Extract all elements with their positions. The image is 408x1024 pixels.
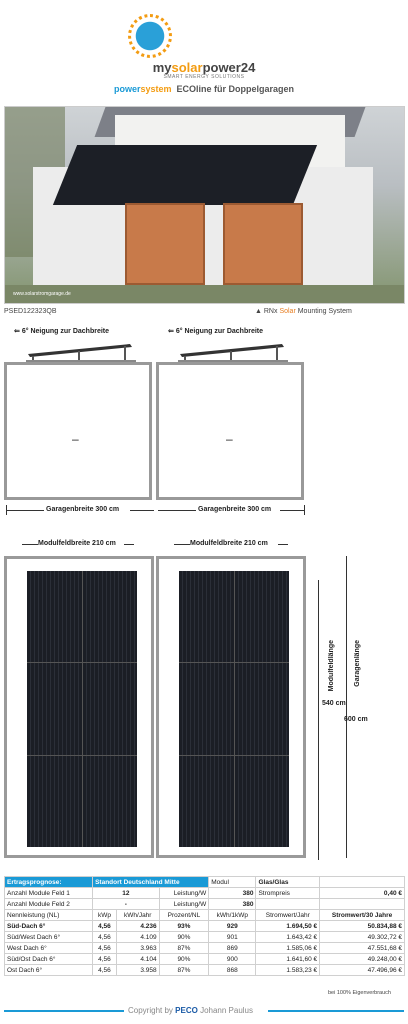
modul-value: Glas/Glas — [256, 877, 320, 888]
footer-copyright: Copyright by PECO Johann Paulus — [128, 1006, 253, 1015]
tilt-right-label: ⇐ 6° Neigung zur Dachbreite — [168, 328, 264, 335]
self-consumption-note: bei 100% Eigenverbrauch — [328, 990, 391, 996]
module-field-left — [4, 556, 154, 858]
table-title: Ertragsprognose: — [5, 877, 93, 888]
feld2-value: - — [93, 899, 160, 910]
leistung1-label: Leistung/W — [159, 888, 209, 899]
garage-left-outline — [4, 362, 152, 500]
product-title: powersystem ECOline für Doppelgaragen — [113, 84, 295, 94]
garage-left-value: – — [72, 432, 79, 446]
garage-right-outline — [156, 362, 304, 500]
modulfeldlaenge-value: 540 cm — [322, 700, 346, 707]
leistung1-value: 380 — [209, 888, 256, 899]
brand-tagline: SMART ENERGY SOLUTIONS — [163, 74, 245, 80]
modul-label: Modul — [209, 877, 256, 888]
garage-width-right: Garagenbreite 300 cm — [198, 506, 272, 513]
table-row: Süd/Ost Dach 6° 4,56 4.104 90% 900 1.641,60 € 49.248,00 € — [5, 954, 405, 965]
garage-photo — [4, 106, 405, 304]
logo-sun-icon — [128, 14, 172, 58]
strompreis-value: 0,40 € — [320, 888, 405, 899]
table-row: Süd-Dach 6° 4,56 4.236 93% 929 1.694,50 € 50.834,88 € — [5, 921, 405, 932]
brand-logo-text: mysolarpower24 — [152, 60, 256, 75]
mount-diagram-right — [178, 342, 288, 362]
module-width-right: Modulfeldbreite 210 cm — [190, 540, 268, 547]
garagenlaenge-label: Garagenlänge — [354, 640, 361, 687]
tilt-left-label: ⇐ 6° Neigung zur Dachbreite — [14, 328, 110, 335]
module-field-right — [156, 556, 306, 858]
modulfeldlaenge-label: Modulfeldlänge — [328, 640, 335, 692]
table-row: Ost Dach 6° 4,56 3.958 87% 868 1.583,23 € 47.496,96 € — [5, 965, 405, 976]
mount-diagram-left — [26, 342, 136, 362]
photo-url: www.solarstromgarage.de — [13, 291, 71, 297]
table-row: West Dach 6° 4,56 3.963 87% 869 1.585,06 € 47.551,68 € — [5, 943, 405, 954]
feld1-value: 12 — [93, 888, 160, 899]
leistung2-label: Leistung/W — [159, 899, 209, 910]
feld1-label: Anzahl Module Feld 1 — [5, 888, 93, 899]
garagenlaenge-value: 600 cm — [344, 716, 368, 723]
table-header-row: Nennleistung (NL) kWp kWh/Jahr Prozent/NL kWh/1kWp Stromwert/Jahr Stromwert/30 Jahre — [5, 910, 405, 921]
yield-forecast-table — [4, 876, 405, 976]
garage-right-value: – — [226, 432, 233, 446]
leistung2-value: 380 — [209, 899, 256, 910]
module-width-left: Modulfeldbreite 210 cm — [38, 540, 116, 547]
footer — [0, 1004, 408, 1018]
strompreis-label: Strompreis — [256, 888, 320, 899]
feld2-label: Anzahl Module Feld 2 — [5, 899, 93, 910]
table-row: Süd/West Dach 6° 4,56 4.109 90% 901 1.643,42 € 49.302,72 € — [5, 932, 405, 943]
rnx-label: ▲ RNx Solar Mounting System — [255, 308, 352, 315]
product-code: PSED122323QB — [4, 308, 57, 315]
table-location: Standort Deutschland Mitte — [93, 877, 209, 888]
garage-width-left: Garagenbreite 300 cm — [46, 506, 120, 513]
